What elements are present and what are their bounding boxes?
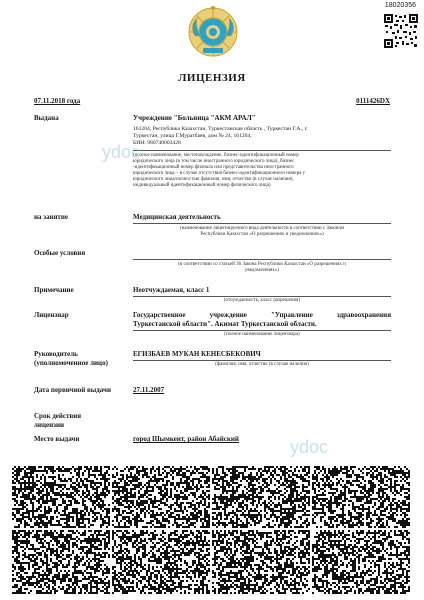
address-line: 161204, Республика Казахстан, Туркестанская область , Туркестан Г.А., г.	[133, 126, 308, 132]
watermark: ydoc	[102, 142, 141, 162]
note-line: -идентификационный номер филиала или представительства иностранного	[133, 165, 294, 170]
note-line: юридического лица – в случае отсутствия бизнес-идентификационного номера у	[133, 171, 306, 176]
remark-label: Примечание	[34, 286, 74, 294]
document-number: 18020356	[384, 2, 416, 9]
issued-to-note	[133, 153, 391, 189]
note-line: индивидуальный идентификационный номер физического лица)	[133, 183, 271, 188]
validity-label-line: Срок действия	[34, 412, 82, 420]
note-line: юридического лица (в том числе иностранного юридического лица), бизнес	[133, 159, 295, 164]
note-line: юридического лица/полностью фамилия, имя, отчество (в случае наличия),	[133, 177, 294, 182]
place-value: город Шымкент, район Абайский	[133, 435, 239, 443]
place-label: Место выдачи	[34, 435, 80, 443]
issued-to-address	[133, 126, 391, 148]
divider	[133, 223, 391, 224]
divider	[133, 330, 391, 331]
activity-value: Медицинская деятельность	[133, 213, 221, 221]
note-line: (в соответствии со статьей 36 Закона Республики Казахстан «О разрешениях и	[178, 262, 346, 267]
note-line: Республики Казахстан «О разрешениях и уведомлениях»)	[200, 232, 324, 237]
watermark: ydoc	[290, 437, 329, 457]
first-issue-value: 27.11.2007	[133, 386, 165, 394]
validity-label-line: лицензии	[34, 421, 65, 429]
licensor-label: Лицензиар	[34, 311, 69, 319]
licensor-value	[133, 311, 391, 329]
qr-code	[384, 14, 418, 48]
validity-label	[34, 412, 81, 430]
head-label-line: (уполномоченное лицо)	[34, 359, 108, 367]
remark-note: (отчуждаемость, класс разрешения)	[223, 298, 301, 303]
head-value: ЕГИЗБАЕВ МУКАН КЕНЕСБЕКОВИЧ	[133, 350, 261, 358]
conditions-label: Особые условия	[34, 249, 86, 257]
state-emblem-icon	[187, 6, 239, 58]
activity-label: на занятие	[34, 213, 68, 221]
first-issue-label: Дата первичной выдачи	[34, 386, 112, 394]
divider	[133, 360, 391, 361]
address-line: БИН: 980740003428	[133, 140, 181, 147]
note-line: уведомлениях»)	[244, 268, 280, 273]
head-label	[34, 350, 108, 368]
license-number: 0111426DX	[356, 97, 390, 105]
divider	[133, 150, 391, 151]
activity-note	[133, 226, 391, 238]
licensor-note: (полное наименование лицензиара)	[224, 332, 300, 337]
head-label-line: Руководитель	[34, 350, 78, 358]
remark-value: Неотчуждаемая, класс 1	[133, 286, 210, 294]
note-line: (полное наименование, местонахождение, бизнес-идентификационный номер	[133, 153, 299, 158]
document-title: ЛИЦЕНЗИЯ	[178, 72, 246, 84]
note-line: (наименование лицензируемого вида деятельности в соответствии с Законом	[179, 226, 345, 231]
address-line: Туркестан, улица Г.Муратбаев, дом № 24, 161204,	[133, 133, 252, 140]
divider	[133, 259, 391, 260]
issued-to-label: Выдана	[34, 114, 59, 122]
licensor-line: Государственное учреждение "Управление здравоохранения	[133, 311, 391, 319]
2d-barcode	[12, 466, 412, 594]
divider	[133, 296, 391, 297]
conditions-note	[133, 262, 391, 274]
issued-to-name: Учреждение "Больница "АКМ АРАЛ"	[133, 114, 256, 122]
licensor-line: Туркестанской области". Акимат Туркестанской области.	[133, 320, 317, 328]
issue-date: 07.11.2018 года	[34, 97, 81, 105]
head-note: (фамилия, имя, отчество (в случае наличия)	[215, 362, 309, 367]
